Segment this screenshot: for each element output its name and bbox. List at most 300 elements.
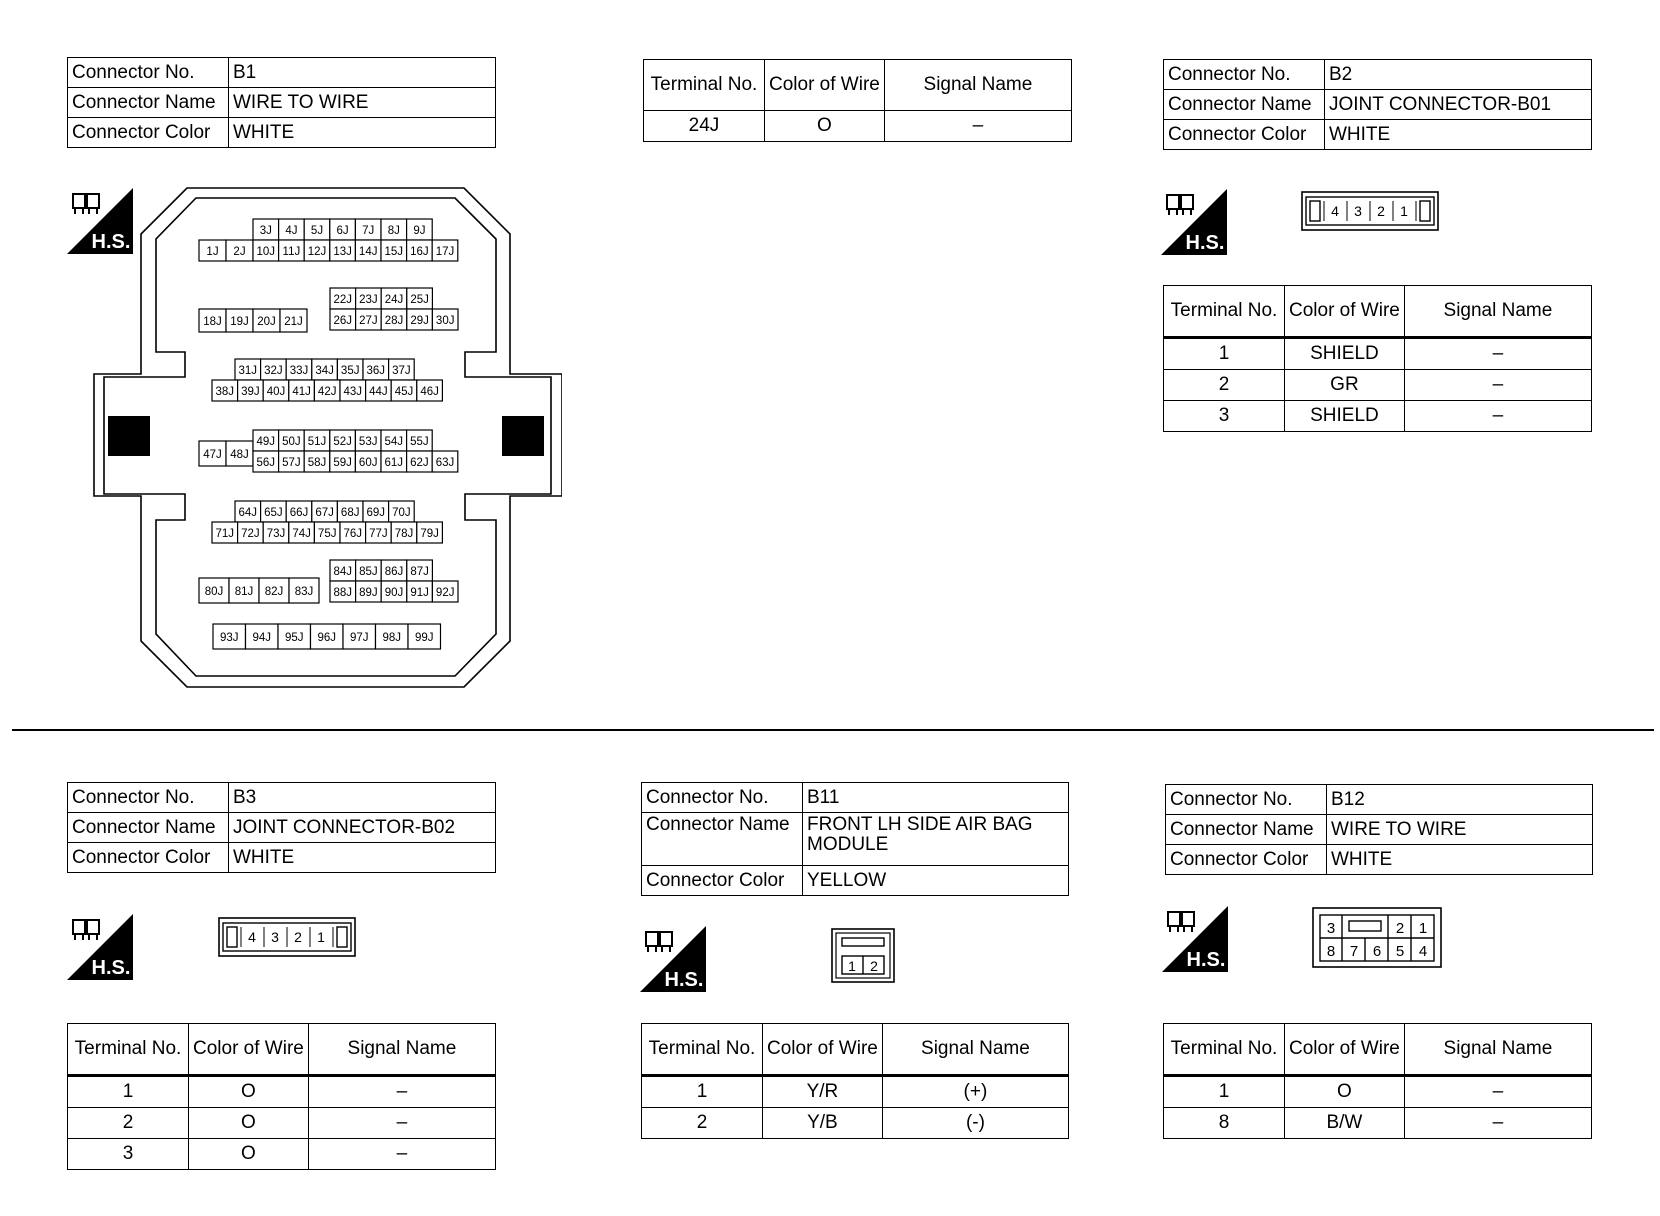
- pin-cell: [279, 430, 305, 451]
- pin-label: 28J: [384, 315, 404, 327]
- pin-cell: [407, 219, 433, 240]
- pin-label: 3: [1326, 920, 1336, 937]
- signal-name-cell: –: [1404, 338, 1591, 370]
- pin-cell: [355, 240, 381, 261]
- pin-label: 21J: [284, 316, 303, 328]
- pin-cell: [253, 309, 280, 332]
- terminal-no-header: Terminal No.: [68, 1024, 189, 1076]
- pin-cell: [381, 288, 407, 309]
- pin-cell: [253, 451, 279, 472]
- signal-name-header: Signal Name: [882, 1024, 1068, 1076]
- pin-cell: [263, 522, 289, 543]
- pin-label: 31J: [238, 365, 258, 377]
- b11-connector-face: [831, 928, 897, 984]
- pin-cell: [199, 578, 229, 603]
- signal-name-cell: –: [884, 111, 1071, 142]
- pin-label: 91J: [410, 587, 429, 599]
- pin-cell: [330, 219, 356, 240]
- pin-cell: [312, 501, 338, 522]
- connector-name-label: Connector Name: [1166, 815, 1327, 845]
- pin-cell: [314, 380, 340, 401]
- pin-cell: [253, 430, 279, 451]
- hs-label: H.S.: [1185, 232, 1225, 254]
- pin-cell: [304, 451, 330, 472]
- pin-label: 5: [1395, 943, 1405, 960]
- pin-label: 65J: [264, 507, 283, 519]
- terminal-no-cell: 3: [68, 1139, 189, 1170]
- signal-name-cell: –: [308, 1139, 495, 1170]
- pin-label: 19J: [230, 316, 249, 328]
- pin-cell: [417, 522, 443, 543]
- pin-cell: [312, 359, 338, 380]
- connector-name-label: Connector Name: [68, 88, 229, 118]
- pin-cell: [391, 380, 417, 401]
- pin-label: 78J: [394, 528, 414, 540]
- pin-cell: [253, 240, 279, 261]
- pin-label: 85J: [359, 566, 378, 578]
- pin-label: 25J: [410, 294, 429, 306]
- pin-label: 61J: [384, 457, 404, 469]
- pin-cell: [432, 581, 458, 602]
- pin-label: 4: [1331, 203, 1339, 219]
- table-row: [1164, 401, 1592, 432]
- pin-cell: [235, 359, 261, 380]
- pin-label: 63J: [435, 457, 455, 469]
- b2-connector-face: [1301, 191, 1441, 231]
- pin-cell: [340, 522, 366, 543]
- pin-label: 3: [271, 929, 279, 945]
- pin-cell: [356, 560, 382, 581]
- pin-label: 5J: [310, 225, 324, 237]
- pin-cell: [407, 288, 433, 309]
- b3-connector-face: [218, 917, 358, 957]
- connector-name-label: Connector Name: [642, 813, 803, 866]
- pin-label: 58J: [307, 457, 327, 469]
- wire-color-cell: O: [189, 1076, 309, 1108]
- pin-cell: [279, 451, 305, 472]
- connector-color-label: Connector Color: [1166, 845, 1327, 875]
- pin-cell: [212, 380, 238, 401]
- terminal-no-cell: 1: [642, 1076, 763, 1108]
- pin-label: 8J: [387, 225, 400, 237]
- pin-label: 51J: [307, 436, 327, 448]
- connector-color-label: Connector Color: [642, 866, 803, 896]
- pin-cell: [389, 501, 415, 522]
- pin-label: 84J: [333, 566, 353, 578]
- terminal-no-cell: 1: [1164, 338, 1285, 370]
- connector-color-value: WHITE: [229, 843, 496, 873]
- pin-label: 22J: [333, 294, 353, 306]
- terminal-no-cell: 2: [1164, 370, 1285, 401]
- terminal-no-cell: 2: [68, 1108, 189, 1139]
- signal-name-header: Signal Name: [884, 60, 1071, 111]
- signal-name-header: Signal Name: [1404, 1024, 1591, 1076]
- pin-label: 57J: [282, 457, 301, 469]
- connector-color-value: YELLOW: [803, 866, 1069, 896]
- pin-label: 97J: [349, 632, 369, 644]
- pin-label: 1: [848, 958, 856, 974]
- pin-cell: [304, 240, 330, 261]
- pin-label: 41J: [292, 386, 311, 398]
- pin-cell: [263, 380, 289, 401]
- pin-cell: [381, 309, 407, 330]
- terminal-no-header: Terminal No.: [642, 1024, 763, 1076]
- pin-label: 16J: [410, 246, 429, 258]
- hs-label: H.S.: [1186, 949, 1226, 971]
- pin-label: 20J: [257, 316, 276, 328]
- pin-cell: [363, 359, 389, 380]
- pin-label: 72J: [241, 528, 260, 540]
- wire-color-cell: SHIELD: [1285, 338, 1405, 370]
- hs-harness-side-icon: [1162, 906, 1228, 972]
- pin-cell: [280, 309, 307, 332]
- wire-color-cell: O: [765, 111, 885, 142]
- pin-label: 37J: [392, 365, 411, 377]
- pin-label: 81J: [234, 586, 254, 598]
- pin-label: 4: [248, 929, 256, 945]
- pin-cell: [286, 501, 312, 522]
- pin-cell: [363, 501, 389, 522]
- pin-label: 24J: [384, 294, 404, 306]
- pin-label: 60J: [358, 457, 378, 469]
- connector-name-value: FRONT LH SIDE AIR BAG MODULE: [803, 813, 1069, 866]
- hs-label: H.S.: [91, 957, 131, 979]
- pin-label: 18J: [203, 316, 222, 328]
- pin-label: 27J: [359, 315, 378, 327]
- pin-label: 17J: [435, 246, 455, 258]
- pin-label: 2: [1377, 203, 1385, 219]
- connector-color-label: Connector Color: [68, 843, 229, 873]
- connector-no-label: Connector No.: [1166, 785, 1327, 815]
- pin-cell: [366, 522, 392, 543]
- b2-connector-info: [1163, 59, 1592, 150]
- pin-label: 2: [294, 929, 302, 945]
- pin-label: 32J: [264, 365, 283, 377]
- pin-label: 66J: [289, 507, 309, 519]
- pin-cell: [330, 451, 356, 472]
- pin-cell: [212, 522, 238, 543]
- pin-cell: [226, 309, 253, 332]
- pin-cell: [356, 288, 382, 309]
- connector-name-value: WIRE TO WIRE: [1327, 815, 1593, 845]
- pin-label: 94J: [252, 632, 272, 644]
- pin-label: 42J: [317, 386, 337, 398]
- terminal-no-cell: 3: [1164, 401, 1285, 432]
- hs-label: H.S.: [91, 231, 131, 253]
- pin-label: 40J: [266, 386, 286, 398]
- pin-cell: [226, 240, 253, 261]
- terminal-no-header: Terminal No.: [1164, 286, 1285, 338]
- pin-cell: [261, 359, 287, 380]
- pin-cell: [199, 441, 226, 466]
- pin-cell: [356, 581, 382, 602]
- table-row: [68, 1076, 496, 1108]
- signal-name-cell: –: [1404, 1076, 1591, 1108]
- connector-no-value: B2: [1325, 60, 1592, 90]
- b1-connector-info: [67, 57, 496, 148]
- pin-label: 93J: [219, 632, 239, 644]
- pin-label: 96J: [317, 632, 337, 644]
- pin-label: 62J: [410, 457, 429, 469]
- pin-cell: [289, 522, 315, 543]
- b2-terminal-table: [1163, 285, 1592, 432]
- connector-color-value: WHITE: [229, 118, 496, 148]
- wire-color-cell: Y/R: [763, 1076, 883, 1108]
- signal-name-cell: –: [1404, 1108, 1591, 1139]
- pin-label: 12J: [307, 246, 327, 258]
- hs-harness-side-icon: [640, 926, 706, 992]
- pin-cell: [381, 219, 407, 240]
- b3-connector-info: [67, 782, 496, 873]
- pin-label: 36J: [366, 365, 386, 377]
- pin-label: 26J: [333, 315, 353, 327]
- pin-label: 69J: [366, 507, 386, 519]
- pin-label: 80J: [204, 586, 224, 598]
- pin-label: 4J: [285, 225, 298, 237]
- section-divider: [12, 729, 1654, 731]
- wire-color-cell: O: [189, 1139, 309, 1170]
- signal-name-header: Signal Name: [308, 1024, 495, 1076]
- pin-label: 6J: [336, 225, 349, 237]
- pin-cell: [330, 430, 356, 451]
- b12-connector-face: [1312, 907, 1444, 969]
- right-latch: [502, 416, 544, 456]
- pin-label: 7: [1349, 943, 1359, 960]
- b12-terminal-table: [1163, 1023, 1592, 1139]
- wire-color-cell: GR: [1285, 370, 1405, 401]
- terminal-no-cell: 8: [1164, 1108, 1285, 1139]
- pin-cell: [381, 560, 407, 581]
- pin-label: 92J: [435, 587, 455, 599]
- pin-cell: [343, 624, 376, 649]
- pin-cell: [314, 522, 340, 543]
- pin-label: 87J: [410, 566, 429, 578]
- pin-label: 70J: [392, 507, 411, 519]
- pin-label: 48J: [230, 449, 249, 461]
- connector-no-label: Connector No.: [68, 783, 229, 813]
- pin-cell: [330, 560, 356, 581]
- connector-color-value: WHITE: [1325, 120, 1592, 150]
- table-row: [642, 1076, 1069, 1108]
- pin-cell: [381, 240, 407, 261]
- pin-cell: [259, 578, 289, 603]
- pin-cell: [355, 430, 381, 451]
- signal-name-cell: (+): [882, 1076, 1068, 1108]
- pin-label: 2: [1395, 920, 1405, 937]
- pin-cell: [311, 624, 344, 649]
- pin-cell: [253, 219, 279, 240]
- b12-connector-info: [1165, 784, 1593, 875]
- pin-cell: [407, 560, 433, 581]
- pin-label: 7J: [362, 225, 375, 237]
- table-row: [1164, 1108, 1592, 1139]
- pin-cell: [330, 240, 356, 261]
- connector-no-value: B1: [229, 58, 496, 88]
- pin-cell: [407, 581, 433, 602]
- color-of-wire-header: Color of Wire: [1285, 286, 1405, 338]
- pin-cell: [381, 430, 407, 451]
- pin-label: 34J: [315, 365, 334, 377]
- pin-cell: [330, 581, 356, 602]
- color-of-wire-header: Color of Wire: [189, 1024, 309, 1076]
- pin-label: 3: [1354, 203, 1362, 219]
- pin-label: 64J: [238, 507, 258, 519]
- color-of-wire-header: Color of Wire: [763, 1024, 883, 1076]
- connector-name-label: Connector Name: [1164, 90, 1325, 120]
- pin-label: 46J: [420, 386, 439, 398]
- pin-cell: [304, 219, 330, 240]
- pin-label: 73J: [266, 528, 286, 540]
- table-row: [68, 1139, 496, 1170]
- pin-label: 47J: [203, 449, 222, 461]
- pin-label: 1: [1418, 920, 1428, 937]
- b1-terminal-table: [643, 59, 1072, 142]
- b11-terminal-table: [641, 1023, 1069, 1139]
- pin-label: 50J: [282, 436, 301, 448]
- hs-harness-side-icon: [67, 914, 133, 980]
- pin-label: 33J: [289, 365, 309, 377]
- pin-label: 88J: [333, 587, 353, 599]
- pin-cell: [330, 309, 356, 330]
- pin-cell: [278, 624, 311, 649]
- table-row: [68, 1108, 496, 1139]
- pin-label: 43J: [343, 386, 363, 398]
- signal-name-header: Signal Name: [1404, 286, 1591, 338]
- pin-label: 89J: [359, 587, 378, 599]
- pin-label: 75J: [317, 528, 337, 540]
- pin-label: 23J: [359, 294, 378, 306]
- wire-color-cell: Y/B: [763, 1108, 883, 1139]
- color-of-wire-header: Color of Wire: [1285, 1024, 1405, 1076]
- pin-cell: [246, 624, 279, 649]
- pin-cell: [391, 522, 417, 543]
- pin-label: 9J: [413, 225, 426, 237]
- connector-name-label: Connector Name: [68, 813, 229, 843]
- pin-label: 14J: [358, 246, 378, 258]
- left-latch: [108, 416, 150, 456]
- connector-no-label: Connector No.: [68, 58, 229, 88]
- pin-label: 74J: [292, 528, 311, 540]
- pin-cell: [376, 624, 409, 649]
- signal-name-cell: –: [1404, 401, 1591, 432]
- pin-label: 10J: [256, 246, 276, 258]
- connector-no-label: Connector No.: [1164, 60, 1325, 90]
- pin-label: 98J: [382, 632, 402, 644]
- pin-label: 76J: [343, 528, 363, 540]
- wire-color-cell: B/W: [1285, 1108, 1405, 1139]
- connector-no-value: B3: [229, 783, 496, 813]
- pin-cell: [407, 309, 433, 330]
- color-of-wire-header: Color of Wire: [765, 60, 885, 111]
- connector-color-label: Connector Color: [1164, 120, 1325, 150]
- pin-cell: [381, 581, 407, 602]
- terminal-no-header: Terminal No.: [1164, 1024, 1285, 1076]
- pin-label: 56J: [256, 457, 276, 469]
- terminal-no-cell: 1: [1164, 1076, 1285, 1108]
- pin-label: 90J: [384, 587, 404, 599]
- signal-name-cell: –: [1404, 370, 1591, 401]
- pin-cell: [199, 240, 226, 261]
- pin-label: 83J: [294, 586, 314, 598]
- pin-cell: [213, 624, 246, 649]
- pin-cell: [355, 219, 381, 240]
- pin-label: 53J: [358, 436, 378, 448]
- pin-label: 77J: [369, 528, 388, 540]
- pin-cell: [337, 359, 363, 380]
- pin-label: 45J: [394, 386, 414, 398]
- pin-label: 30J: [435, 315, 455, 327]
- pin-cell: [226, 441, 253, 466]
- pin-cell: [238, 380, 264, 401]
- terminal-no-header: Terminal No.: [644, 60, 765, 111]
- pin-label: 99J: [414, 632, 434, 644]
- pin-cell: [238, 522, 264, 543]
- pin-cell: [408, 624, 441, 649]
- pin-cell: [432, 451, 458, 472]
- pin-cell: [235, 501, 261, 522]
- pin-label: 67J: [315, 507, 334, 519]
- pin-cell: [381, 451, 407, 472]
- connector-name-value: WIRE TO WIRE: [229, 88, 496, 118]
- pin-label: 29J: [410, 315, 429, 327]
- pin-cell: [355, 451, 381, 472]
- pin-cell: [229, 578, 259, 603]
- pin-label: 38J: [215, 386, 235, 398]
- pin-cell: [432, 309, 458, 330]
- connector-name-value: JOINT CONNECTOR-B02: [229, 813, 496, 843]
- pin-cell: [356, 309, 382, 330]
- connector-color-label: Connector Color: [68, 118, 229, 148]
- terminal-no-cell: 1: [68, 1076, 189, 1108]
- pin-label: 1: [1400, 203, 1408, 219]
- b1-pin-grid: [199, 219, 458, 649]
- pin-label: 82J: [264, 586, 284, 598]
- wire-color-cell: O: [1285, 1076, 1405, 1108]
- pin-label: 44J: [369, 386, 388, 398]
- pin-label: 8: [1326, 943, 1336, 960]
- pin-cell: [279, 219, 305, 240]
- pin-label: 6: [1372, 943, 1382, 960]
- pin-label: 3J: [259, 225, 272, 237]
- pin-cell: [199, 309, 226, 332]
- connector-no-value: B11: [803, 783, 1069, 813]
- connector-no-value: B12: [1327, 785, 1593, 815]
- wire-color-cell: SHIELD: [1285, 401, 1405, 432]
- wire-color-cell: O: [189, 1108, 309, 1139]
- pin-label: 13J: [333, 246, 352, 258]
- pin-label: 2J: [233, 246, 246, 258]
- pin-cell: [432, 240, 458, 261]
- pin-label: 1J: [206, 246, 219, 258]
- pin-cell: [407, 451, 433, 472]
- pin-label: 1: [317, 929, 325, 945]
- signal-name-cell: –: [308, 1076, 495, 1108]
- table-row: [1164, 1076, 1592, 1108]
- connector-name-value: JOINT CONNECTOR-B01: [1325, 90, 1592, 120]
- table-row: [1164, 370, 1592, 401]
- pin-label: 39J: [241, 386, 260, 398]
- terminal-no-cell: 2: [642, 1108, 763, 1139]
- pin-label: 54J: [384, 436, 404, 448]
- pin-cell: [366, 380, 392, 401]
- pin-cell: [279, 240, 305, 261]
- pin-label: 15J: [384, 246, 404, 258]
- pin-cell: [286, 359, 312, 380]
- b1-connector-face: [92, 186, 562, 691]
- pin-label: 49J: [256, 436, 276, 448]
- pin-cell: [407, 240, 433, 261]
- hs-label: H.S.: [664, 969, 704, 991]
